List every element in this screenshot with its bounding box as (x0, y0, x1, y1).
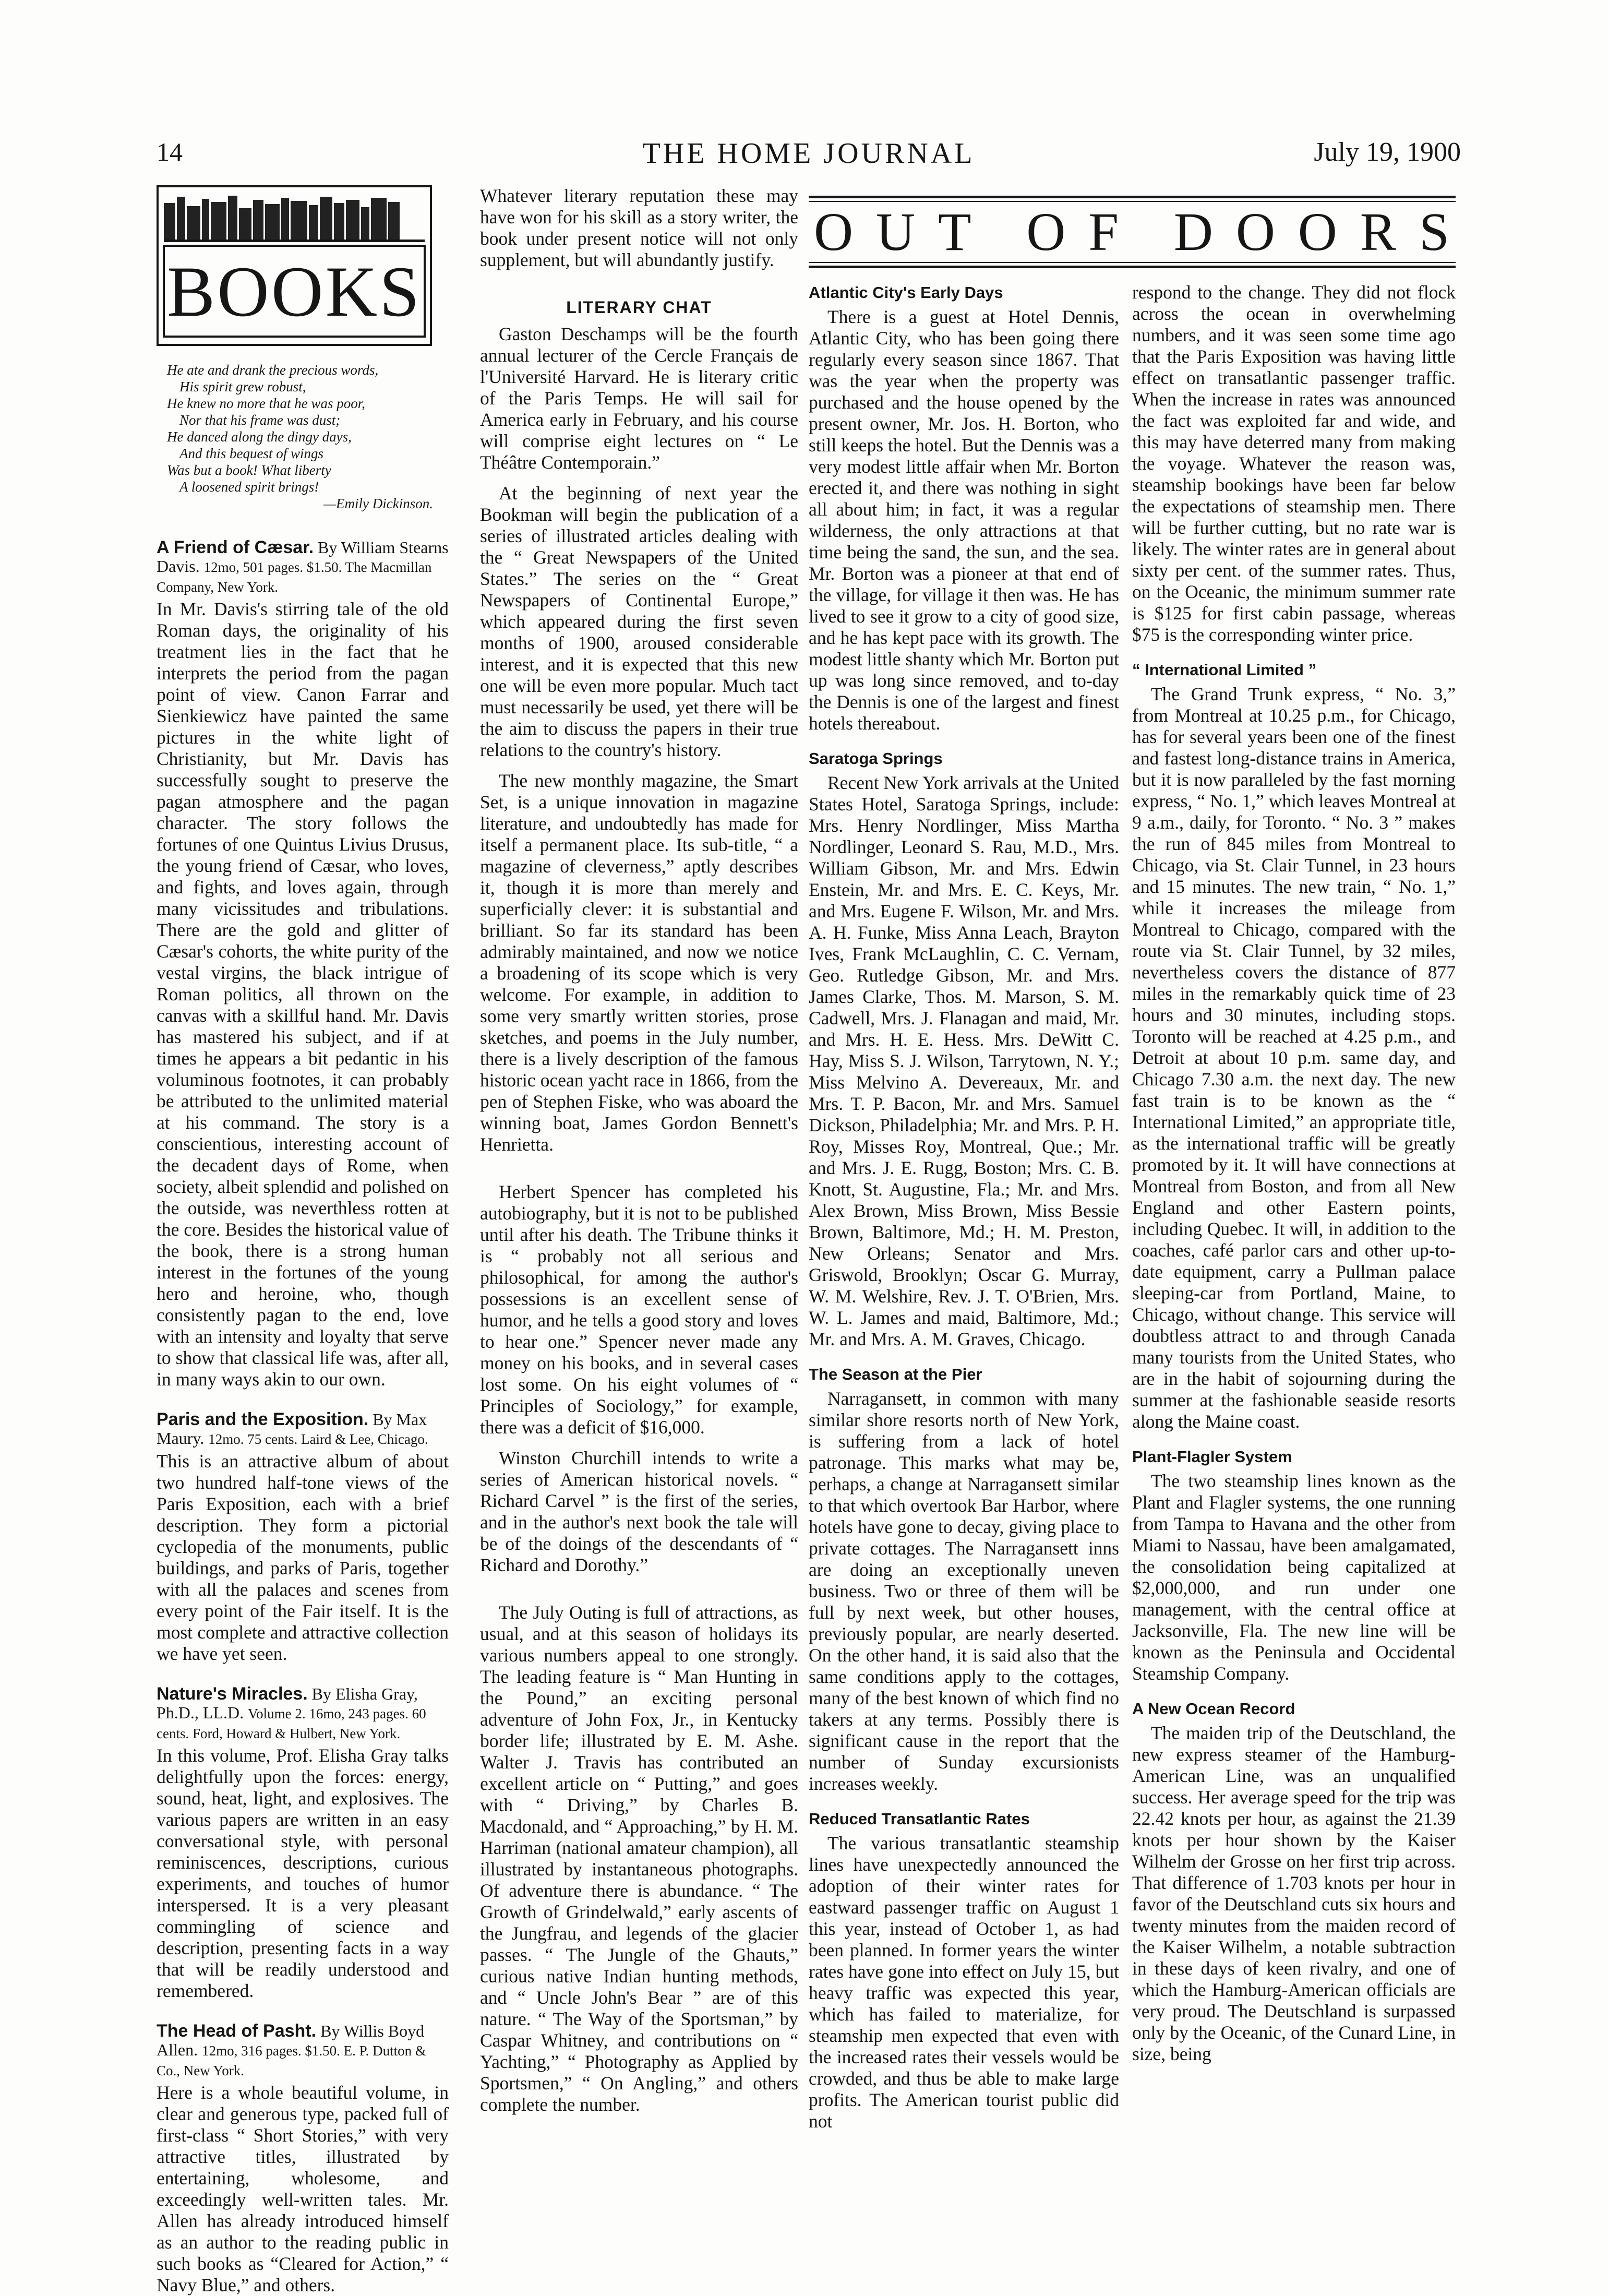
banner-rule (809, 196, 1456, 202)
review-heading (157, 1410, 449, 1449)
books-logo (157, 185, 432, 346)
section-heading: Saratoga Springs (809, 749, 943, 768)
title-letter: O (1026, 202, 1067, 262)
title-letter: U (875, 202, 917, 262)
poem-line: He danced along the dingy days, (167, 429, 352, 445)
review-body: Here is a whole beautiful volume, in clear and generous type, packed full of first-class “ Short Stories,” with very attractive titles, illustrated by entertaining, wholesome, and exceedingly well-written tales. Mr. Allen has already introduced himself as an author to the reading public in such books as “Cleared for Action,” “ Navy Blue,” and others. (157, 2082, 449, 2295)
review-meta: 12mo. 75 cents. Laird & Lee, Chicago. (208, 1431, 428, 1447)
review-byline: By Elisha Gray, Ph.D., LL.D. (157, 1684, 418, 1722)
review-body: In Mr. Davis's stirring tale of the old Roman days, the originality of his treatment lies in the fact that he interprets the period from the pagan point of view. Canon Farrar and Sienkiewicz have painted the same pictures in the white light of Christianity, but Mr. Davis has successfully sought to preserve the pagan atmosphere and the pagan character. The story follows the fortunes of one Quintus Livius Drusus, the young friend of Cæsar, who loves, and fights, and loves again, through many vicissitudes and tribulations. There are the gold and glitter of Cæsar's cohorts, the white purity of the vestal virgins, the black intrigue of Roman politics, all thrown on the canvas with a skillful hand. Mr. Davis has mastered his subject, and if at times he appears a bit pedantic in his voluminous footnotes, it can probably be attributed to the unlimited material at his command. The story is a conscientious, interesting account of the decadent days of Rome, when society, albeit splendid and polished on the outside, was neverthless rotten at the core. Besides the historical value of the book, there is a strong human interest in the fortunes of the young hero and heroine, who, though consistently pagan to the end, love with an intensity and loyalty that serve to show that classical life was, after all, in many ways akin to our own. (157, 599, 449, 1390)
section-body: There is a guest at Hotel Dennis, Atlantic City, who has been going there regularly every season since 1867. That was the year when the property was purchased and the house opened by the present owner, Mr. Jos. H. Borton, who still keeps the hotel. But the Dennis was a very modest little affair when Mr. Borton erected it, and there was nothing in sight all about him; in fact, it was a regular wilderness, the only attractions at that time being the sand, the sun, and the sea. Mr. Borton was a pioneer at that end of the village, for village it then was. He has lived to see it grow to a city of good size, and he has kept pace with its growth. The modest little shanty which Mr. Borton put up was long since removed, and to-day the Dennis is one of the largest and finest hotels thereabout. (809, 306, 1119, 734)
poem-line: And this bequest of wings (179, 446, 323, 461)
out-of-doors-column-1 (809, 282, 1119, 2132)
review-meta: 12mo, 501 pages. $1.50. The Macmillan Company, New York. (157, 559, 432, 595)
review-byline: By Willis Boyd Allen. (157, 2022, 425, 2059)
section-body: The Grand Trunk express, “ No. 3,” from Montreal at 10.25 p.m., for Chicago, has for several years been one of the finest and fastest long-distance trains in America, but it is now paralleled by the fast morning express, “ No. 1,” which leaves Montreal at 9 a.m., daily, for Toronto. “ No. 3 ” makes the run of 845 miles from Montreal to Chicago, via St. Clair Tunnel, in 23 hours and 15 minutes. The new train, “ No. 1,” while it increases the mileage from Montreal to Chicago, compared with the route via St. Clair Tunnel, by 32 miles, nevertheless covers the distance of 877 miles in the remarkably quick time of 23 hours and 30 minutes, including stops. Toronto will be reached at 4.25 p.m., and Detroit at about 10 p.m. same day, and Chicago 7.30 a.m. the next day. The new fast train is to be known as the “ International Limited,” an appropriate title, as the international traffic will be greatly promoted by it. It will have connections at Montreal from Boston, and from all New England and other Eastern points, including Quebec. It will, in addition to the coaches, café parlor cars and other up-to-date equipment, carry a Pullman palace sleeping-car from Portland, Maine, to Chicago, without change. This service will doubtless attract to and through Canada many tourists from the United States, who are in the habit of sojourning during the summer at the fashionable seaside resorts along the Maine coast. (1132, 684, 1456, 1432)
review-title: Nature's Miracles. (157, 1684, 308, 1704)
literary-chat-title: LITERARY CHAT (566, 298, 712, 317)
out-of-doors-banner (809, 196, 1456, 268)
poem-line: His spirit grew robust, (179, 379, 306, 394)
bookshelf-illustration (164, 194, 425, 242)
books-logo-word: BOOKS (163, 245, 426, 338)
section-heading: The Season at the Pier (809, 1365, 982, 1383)
section-body: The two steamship lines known as the Plant and Flagler systems, the one running from Tampa to Havana and the other from Miami to Nassau, have been amalgamated, the consolidation being capitalized at $2,000,000, and run under one management, with the central office at Jacksonville, Fla. The new line will be known as the Peninsula and Occidental Steamship Company. (1132, 1470, 1456, 1684)
poem-line: He ate and drank the precious words, (167, 362, 379, 378)
chat-paragraph: The new monthly magazine, the Smart Set, is a unique innovation in magazine literature, and undoubtedly has made for itself a permanent place. Its sub-title, “ a magazine of cleverness,” aptly describes it, though it is more than merely and superficially clever: it is substantial and brilliant. So far its standard has been admirably maintained, and now we notice a broadening of its scope which is very welcome. For example, in addition to some very smartly written stories, prose sketches, and poems in the July number, there is a lively description of the famous historic ocean yacht race in 1866, from the pen of Stephen Fiske, who was aboard the winning boat, James Gordon Bennett's Henrietta. (480, 770, 798, 1155)
chat-paragraph: Herbert Spencer has completed his autobiography, but it is not to be published until after his death. The Tribune thinks it is “ probably not all serious and philosophical, for among the author's possessions is an excellent sense of humor, and he tells a good story and loves to hear one.” Spencer never made any money on his books, and in several cases lost some. On his eight volumes of “ Principles of Sociology,” for example, there was a deficit of $16,000. (480, 1181, 798, 1438)
journal-title: THE HOME JOURNAL (642, 137, 975, 170)
poem-line: Was but a book! What liberty (167, 462, 331, 478)
title-letter: O (814, 202, 855, 262)
review-title: A Friend of Cæsar. (157, 537, 314, 557)
poem-author: —Emily Dickinson. (323, 496, 433, 511)
out-of-doors-title (809, 202, 1456, 262)
issue-date: July 19, 1900 (1314, 137, 1461, 167)
section-body: The various transatlantic steamship lines have unexpectedly announced the adoption of their winter rates for eastward passenger traffic on August 1 this year, instead of October 1, as had been planned. In former years the winter rates have gone into effect on July 15, but heavy traffic was expected this year, which has failed to materialize, for steamship men expected that even with the increased rates their vessels would be crowded, and thus be able to make large profits. The American tourist public did not (809, 1833, 1119, 2132)
section-heading: “ International Limited ” (1132, 661, 1317, 679)
section-body: The maiden trip of the Deutschland, the new express steamer of the Hamburg-American Line, was an unqualified success. Her average speed for the trip was 22.42 knots per hour, as against the 21.39 knots per hour shown by the Kaiser Wilhelm der Grosse on her first trip across. That difference of 1.703 knots per hour in favor of the Deutschland cuts six hours and twenty minutes from the maiden record of the Kaiser Wilhelm, a notable subtraction in these days of keen rivalry, and one of which the Hamburg-American officials are very proud. The Deutschland is surpassed only by the Oceanic, of the Cunard Line, in size, being (1132, 1723, 1456, 2064)
poem (167, 362, 449, 512)
section-body: Recent New York arrivals at the United States Hotel, Saratoga Springs, include: Mrs. Henry Nordlinger, Miss Martha Nordlinger, Leonard S. Rau, M.D., Mrs. William Gibson, Mr. and Mrs. Edwin Enstein, Mr. and Mrs. E. C. Keys, Mr. and Mrs. Eugene F. Wilson, Mr. and Mrs. A. H. Funke, Miss Anna Leach, Brayton Ives, Frank McLaughlin, C. C. Vernam, Geo. Rutledge Gibson, Mr. and Mrs. James Clarke, Thos. M. Marson, S. M. Cadwell, Mrs. J. Flanagan and maid, Mr. and Mrs. H. E. Hess. Mrs. DeWitt C. Hay, Miss S. J. Wilson, Tarrytown, N. Y.; Miss Melvino A. Devereaux, Mr. and Mrs. T. P. Bacon, Mr. and Mrs. Samuel Dickson, Philadelphia; Mr. and Mrs. P. H. Roy, Misses Roy, Montreal, Que.; Mr. and Mrs. J. E. Rugg, Boston; Mrs. C. B. Knott, St. Augustine, Fla.; Mr. and Mrs. Alex Brown, Miss Brown, Miss Bessie Brown, Baltimore, Md.; H. M. Preston, New Orleans; Senator and Mrs. Griswold, Brooklyn; Oscar G. Murray, W. M. Welshire, Rev. J. T. O'Brien, Mrs. W. L. James and maid, Baltimore, Md.; Mr. and Mrs. A. M. Graves, Chicago. (809, 772, 1119, 1349)
review-heading (157, 2022, 449, 2080)
chat-paragraph: The July Outing is full of attractions, as usual, and at this season of holidays its various numbers appeal to one strongly. The leading feature is “ Man Hunting in the Pound,” an exciting personal adventure of John Fox, Jr., in Kentucky border life; illustrated by E. M. Ashe. Walter J. Travis has contributed an excellent article on “ Putting,” and goes with “ Driving,” by Charles B. Macdonald, and “ Approaching,” by H. M. Harriman (national amateur champion), all illustrated by instantaneous photographs. Of adventure there is abundance. “ The Growth of Grindelwald,” early ascents of the Jungfrau, and legends of the glacier passes. “ The Jungle of the Ghauts,” curious native Indian hunting methods, and “ Uncle John's Bear ” are of this nature. “ The Way of the Sportsman,” by Caspar Whitney, and contributions on “ Yachting,” “ Photography as Applied by Sportsmen,” “ On Angling,” and others complete the number. (480, 1602, 798, 2115)
chat-paragraph: Winston Churchill intends to write a series of American historical novels. “ Richard Carvel ” is the first of the series, and in the author's next book the tale will be of the doings of the descendants of “ Richard and Dorothy.” (480, 1448, 798, 1575)
review-body: In this volume, Prof. Elisha Gray talks delightfully upon the forces: energy, sound, heat, light, and explosives. The various papers are written in an easy conversational style, with personal reminiscences, descriptions, curious experiments, and touches of humor interspersed. It is a very pleasant commingling of science and description, presenting facts in a way that will be readily understood and remembered. (157, 1745, 449, 2001)
poem-line: He knew no more that he was poor, (167, 396, 365, 411)
review-continuation: Whatever literary reputation these may have won for his skill as a story writer, the book under present notice will not only supplement, but will abundantly justify. (480, 185, 798, 270)
review-byline: By William Stearns Davis. (157, 538, 449, 576)
out-of-doors-column-2 (1132, 282, 1456, 2065)
chat-paragraph: Gaston Deschamps will be the fourth annual lecturer of the Cercle Français de l'Université Harvard. He is literary critic of the Paris Temps. He will sail for America early in February, and his course will comprise eight lectures on “ Le Théâtre Contemporain.” (480, 324, 798, 473)
review-meta: 12mo, 316 pages. $1.50. E. P. Dutton & Co., New York. (157, 2043, 426, 2078)
review-meta: Volume 2. 16mo, 243 pages. 60 cents. Ford, Howard & Hulbert, New York. (157, 1706, 426, 1741)
title-letter: F (1088, 202, 1120, 262)
page-number: 14 (157, 137, 183, 166)
title-letter: O (1235, 202, 1276, 262)
review-title: The Head of Pasht. (157, 2021, 317, 2041)
section-continuation: respond to the change. They did not flock across the ocean in overwhelming numbers, and it was seen some time ago that the Paris Exposition was having little effect on transatlantic passenger traffic. When the increase in rates was announced the fact was exploited far and wide, and this may have deterred many from making the voyage. Whatever the reason was, steamship bookings have been far below the expectations of steamship men. There will be further cutting, but no rate war is likely. The winter rates are in general about sixty per cent. of the summer rates. Thus, on the Oceanic, the minimum summer rate is $125 for first cabin passage, whereas $75 is the corresponding winter price. (1132, 282, 1456, 645)
title-letter: R (1360, 202, 1398, 262)
page-header (157, 137, 1461, 178)
banner-rule (809, 262, 1456, 268)
section-heading: Plant-Flagler System (1132, 1448, 1292, 1466)
poem-line: A loosened spirit brings! (179, 479, 319, 495)
section-heading: Reduced Transatlantic Rates (809, 1810, 1030, 1828)
title-letter: O (1298, 202, 1338, 262)
review-body: This is an attractive album of about two hundred half-tone views of the Paris Exposition, each with a brief description. They form a pictorial cyclopedia of the monuments, public buildings, and parks of Paris, together with all the palaces and scenes from every point of the Fair itself. It is the most complete and attractive collection we have yet seen. (157, 1451, 449, 1664)
books-column (157, 185, 449, 2296)
title-letter: T (938, 202, 972, 262)
literary-chat-column (480, 185, 798, 2115)
section-body: Narragansett, in common with many similar shore resorts north of New York, is suffering from a lack of hotel patronage. This marks what may be, perhaps, a change at Narragansett similar to that which overtook Bar Harbor, where hotels have gone to decay, giving place to private cottages. The Narragansett inns are doing an exceptionally uneven business. Two or three of them will be full by next week, but other houses, previously popular, are nearly deserted. On the other hand, it is said also that the same conditions apply to the cottages, many of the best known of which find no takers at any terms. Possibly there is significant cause in the report that the number of Sunday excursionists increases weekly. (809, 1388, 1119, 1794)
review-title: Paris and the Exposition. (157, 1409, 369, 1429)
review-byline: By Max Maury. (157, 1410, 427, 1448)
title-letter: D (1173, 202, 1214, 262)
poem-line: Nor that his frame was dust; (179, 412, 341, 428)
section-heading: A New Ocean Record (1132, 1700, 1295, 1718)
chat-paragraph: At the beginning of next year the Bookman will begin the publication of a series of illustrated articles dealing with the “ Great Newspapers of the United States.” The series on the “ Great Newspapers of Continental Europe,” which appeared during the first seven months of 1900, aroused considerable interest, and it is expected that this new one will be even more popular. Much tact must necessarily be used, yet there will be the aim to discuss the papers in their true relations to the country's history. (480, 483, 798, 760)
review-heading (157, 538, 449, 596)
review-heading (157, 1684, 449, 1743)
section-heading: Atlantic City's Early Days (809, 283, 1003, 302)
title-letter: S (1419, 202, 1450, 262)
